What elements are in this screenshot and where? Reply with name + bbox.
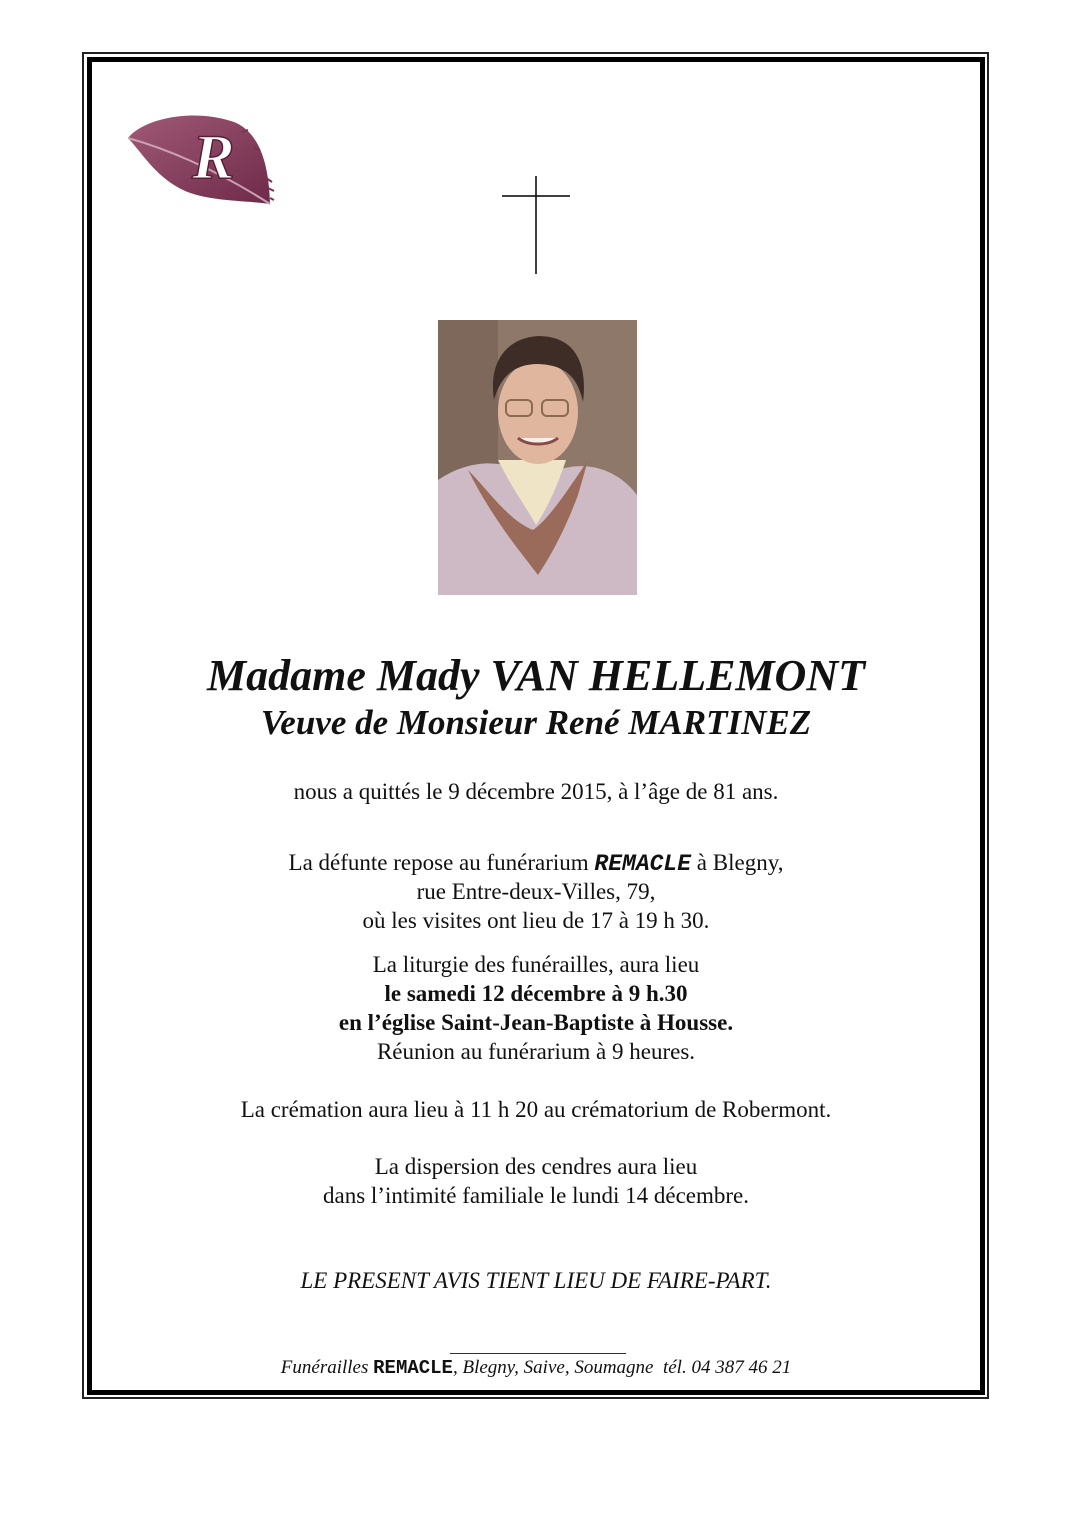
visit-hours: où les visites ont lieu de 17 à 19 h 30. (362, 908, 710, 933)
cremation-line: La crémation aura lieu à 11 h 20 au crématorium de Robermont. (240, 1097, 832, 1122)
cross-icon (502, 176, 570, 274)
footer-suffix: , Blegny, Saive, Soumagne tél. 04 387 46 21 (452, 1357, 792, 1378)
repose-line (87, 848, 985, 879)
dispersion-line-1: La dispersion des cendres aura lieu (374, 1154, 698, 1179)
liturgy-intro: La liturgie des funérailles, aura lieu (372, 952, 700, 977)
death-announcement: nous a quittés le 9 décembre 2015, à l’âge de 81 ans. (293, 779, 779, 804)
dispersion-line-2: dans l’intimité familiale le lundi 14 décembre. (322, 1183, 749, 1208)
meeting-line: Réunion au funérarium à 9 heures. (376, 1039, 696, 1064)
liturgy-place: en l’église Saint-Jean-Baptiste à Housse. (338, 1010, 734, 1035)
liturgy-date: le samedi 12 décembre à 9 h.30 (384, 981, 688, 1006)
footer-prefix: Funérailles (280, 1357, 374, 1378)
remacle-leaf-logo (124, 108, 276, 212)
repose-suffix: à Blegny, (691, 850, 784, 875)
footer-divider (450, 1353, 626, 1354)
svg-text:R: R (192, 121, 235, 192)
repose-prefix: La défunte repose au funérarium (288, 850, 595, 875)
notice-statement: LE PRESENT AVIS TIENT LIEU DE FAIRE-PART. (300, 1268, 772, 1293)
deceased-name: Madame Mady VAN HELLEMONT (207, 651, 865, 700)
footer-brand: REMACLE (373, 1357, 453, 1379)
portrait-photo (438, 320, 637, 595)
remacle-brand: REMACLE (594, 851, 692, 877)
repose-address: rue Entre-deux-Villes, 79, (416, 879, 656, 904)
footer-contact (87, 1357, 985, 1379)
widow-of-line: Veuve de Monsieur René MARTINEZ (260, 703, 812, 742)
